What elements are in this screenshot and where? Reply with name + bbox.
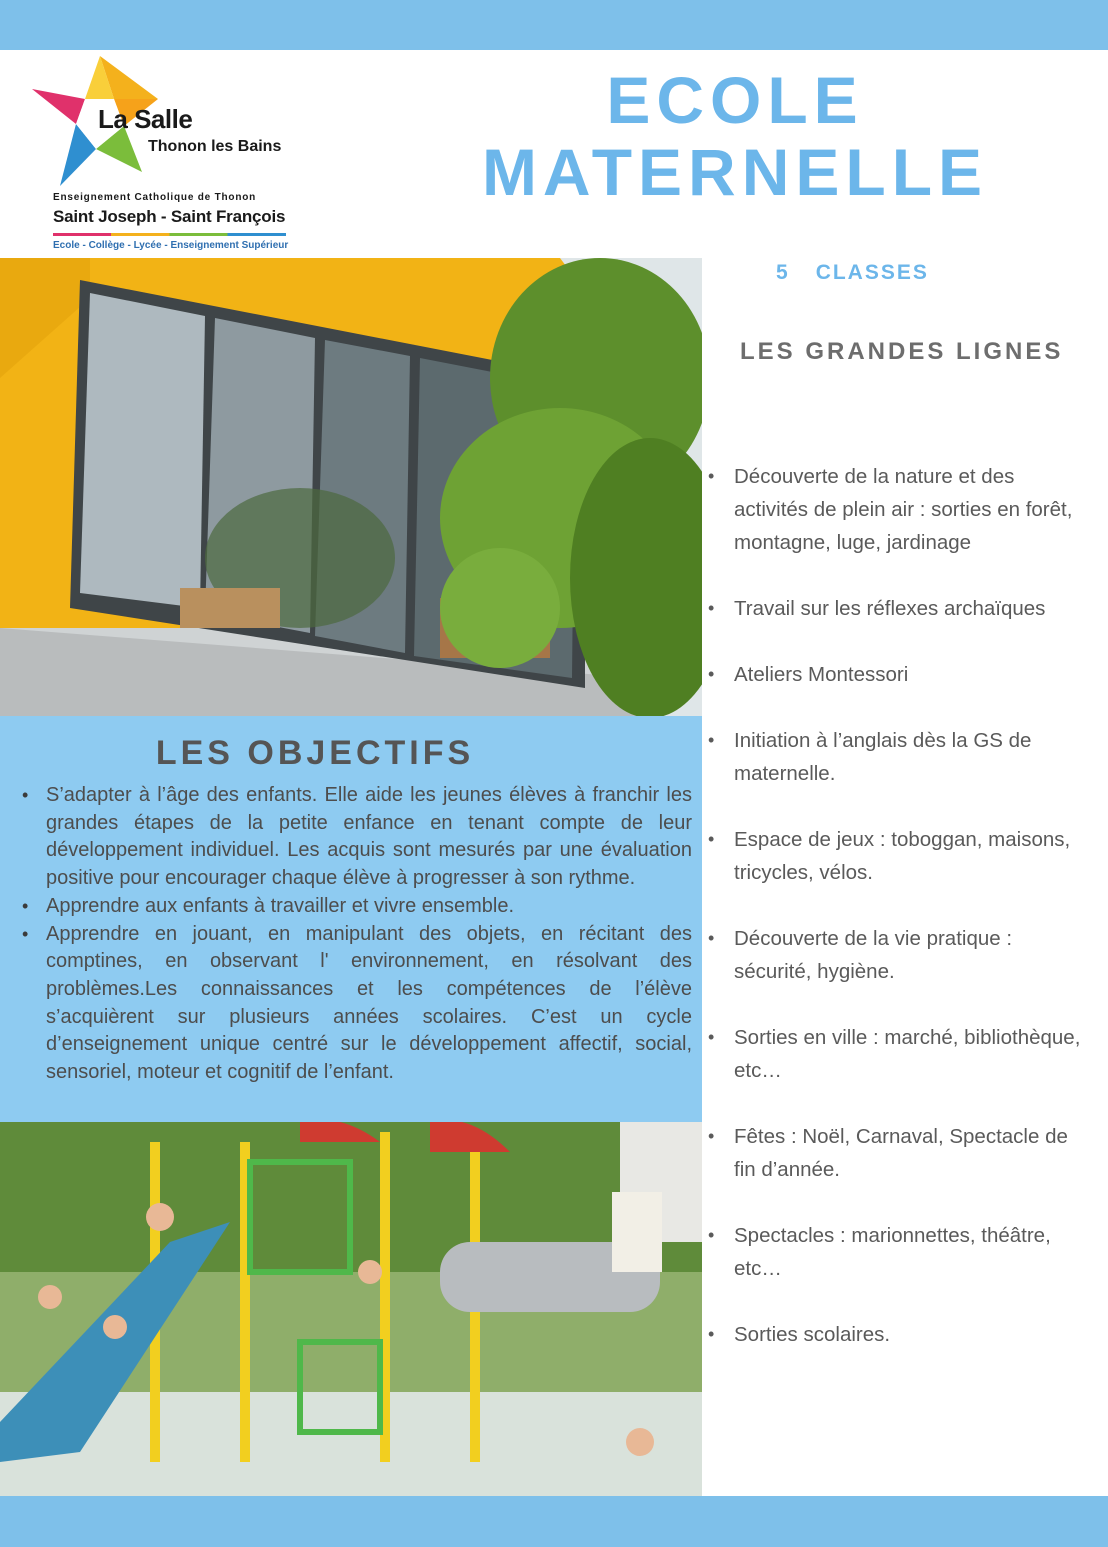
list-item: • Sorties scolaires. [708,1318,1088,1351]
playground-photo [0,1122,702,1496]
classes-number: 5 [776,261,790,284]
title-line-1: ECOLE [606,63,864,137]
list-item: • Travail sur les réflexes archaïques [708,592,1088,625]
logo-color-bar [53,233,286,236]
brand-name: La Salle [98,104,193,134]
list-item: • Apprendre en jouant, en manipulant des objets, en récitant des comptines, en observant l' environnement, en résolvant des problèmes.Les connaissances et les compétences de l’élève s’acquièrent sur plusieurs années scolaires. C’est un cycle d’enseignement unique centré sur le développement affectif, social, sensoriel, moteur et cognitif de l’enfant. [22,921,692,1087]
objectifs-panel [0,716,702,1122]
top-band [0,0,1108,50]
list-item: • Spectacles : marionnettes, théâtre, etc… [708,1219,1088,1285]
title-line-2: MATERNELLE [481,135,989,209]
objectifs-title: LES OBJECTIFS [155,734,475,772]
list-item: • Espace de jeux : toboggan, maisons, tricycles, vélos. [708,823,1088,889]
list-item: • Initiation à l’anglais dès la GS de maternelle. [708,724,1088,790]
school-building-photo [0,258,702,716]
objectifs-list [22,782,692,1087]
classes-count [776,261,929,285]
list-item: • Ateliers Montessori [708,658,1088,691]
grandes-lignes-title: LES GRANDES LIGNES [740,338,1064,365]
brand-city: Thonon les Bains [148,138,282,155]
school-logo [28,52,290,257]
list-item: • Découverte de la vie pratique : sécurité, hygiène. [708,922,1088,988]
list-item: • Sorties en ville : marché, bibliothèque, etc… [708,1021,1088,1087]
grandes-lignes-list [708,460,1088,1384]
classes-label: CLASSES [815,261,929,284]
list-item: • S’adapter à l’âge des enfants. Elle aide les jeunes élèves à franchir les grandes étapes de la petite enfance en tenant compte de leur développement individuel. Les acquis sont mesurés par une évaluation positive pour encourager chaque élève à progresser à son rythme. [22,782,692,893]
logo-schools: Saint Joseph - Saint François [53,207,286,226]
list-item: • Découverte de la nature et des activités de plein air : sorties en forêt, montagne, luge, jardinage [708,460,1088,559]
logo-levels: Ecole - Collège - Lycée - Enseignement Supérieur [53,240,289,251]
page-title [470,64,1000,208]
logo-subtitle: Enseignement Catholique de Thonon [53,192,257,203]
list-item: • Fêtes : Noël, Carnaval, Spectacle de fin d’année. [708,1120,1088,1186]
bottom-band [0,1496,1108,1547]
list-item: • Apprendre aux enfants à travailler et vivre ensemble. [22,893,692,921]
